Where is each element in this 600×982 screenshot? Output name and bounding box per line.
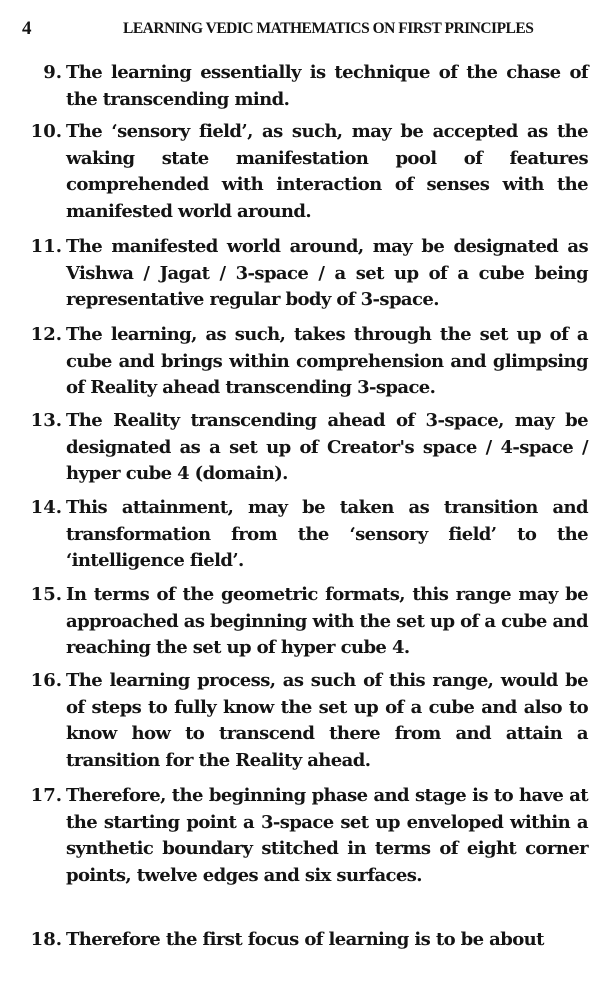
running-title: LEARNING VEDIC MATHEMATICS ON FIRST PRINCIPLES [123,20,534,37]
item-number: 11. [30,236,62,257]
item-text: Therefore the first focus of learning is to be about [66,929,544,950]
item-text: The learning, as such, takes through the set up of a cube and brings within comprehension and glimpsing of Reality ahead transcending 3-space. [66,324,588,398]
item-number: 13. [30,410,62,431]
item-text: In terms of the geometric formats, this range may be approached as beginning with the set up of a cube and reaching the set up of hyper cube 4. [66,584,588,658]
page-number: 4 [22,18,32,39]
item-text: Therefore, the beginning phase and stage is to have at the starting point a 3-space set up enveloped within a synthetic boundary stitched in terms of eight corner points, twelve edges and six surfaces. [66,785,588,886]
item-text: The ‘sensory field’, as such, may be accepted as the waking state manifestation pool of features comprehended with interaction of senses with the manifested world around. [66,121,588,222]
item-number: 10. [30,121,62,142]
item-text: This attainment, may be taken as transition and transformation from the ‘sensory field’ to the ‘intelligence field’. [66,497,588,571]
item-number: 17. [30,785,62,806]
item-number: 15. [30,584,62,605]
item-number: 18. [30,929,62,950]
item-text: The manifested world around, may be designated as Vishwa / Jagat / 3-space / a set up of a cube being representative regular body of 3-space. [66,236,588,310]
item-text: The learning process, as such of this range, would be of steps to fully know the set up of a cube and also to know how to transcend there from and attain a transition for the Reality ahead. [66,670,588,771]
item-number: 9. [43,62,62,83]
item-number: 16. [30,670,62,691]
item-text: The Reality transcending ahead of 3-space, may be designated as a set up of Creator's space / 4-space / hyper cube 4 (domain). [66,410,588,484]
item-text: The learning essentially is technique of the chase of the transcending mind. [66,62,588,110]
page-header [0,10,600,38]
item-number: 14. [30,497,62,518]
item-number: 12. [30,324,62,345]
